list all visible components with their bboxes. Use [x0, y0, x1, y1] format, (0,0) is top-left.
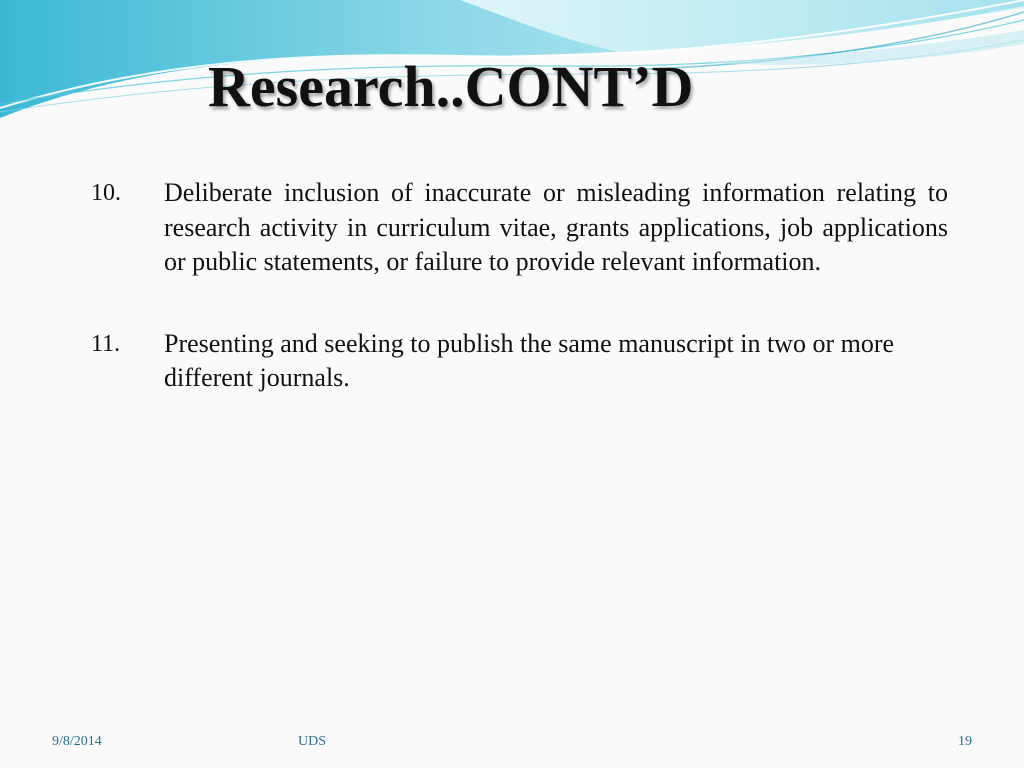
- list-item-text: Presenting and seeking to publish the same manuscript in two or more different journals.: [164, 328, 895, 392]
- list-item: [88, 176, 948, 280]
- slide-title: Research..CONT’D: [208, 54, 694, 119]
- list-item-text: Deliberate inclusion of inaccurate or misleading information relating to research activity in curriculum vitae, grants applications, job applications or public statements, or failure to provide relevant information.: [164, 178, 948, 276]
- footer-text: UDS: [298, 734, 327, 749]
- numbered-list: [88, 176, 948, 443]
- list-item-number: 10.: [91, 180, 121, 206]
- list-item: [88, 327, 948, 396]
- list-item-number: 11.: [91, 330, 121, 357]
- slide-number: 19: [958, 734, 972, 749]
- footer-date: 9/8/2014: [52, 734, 102, 749]
